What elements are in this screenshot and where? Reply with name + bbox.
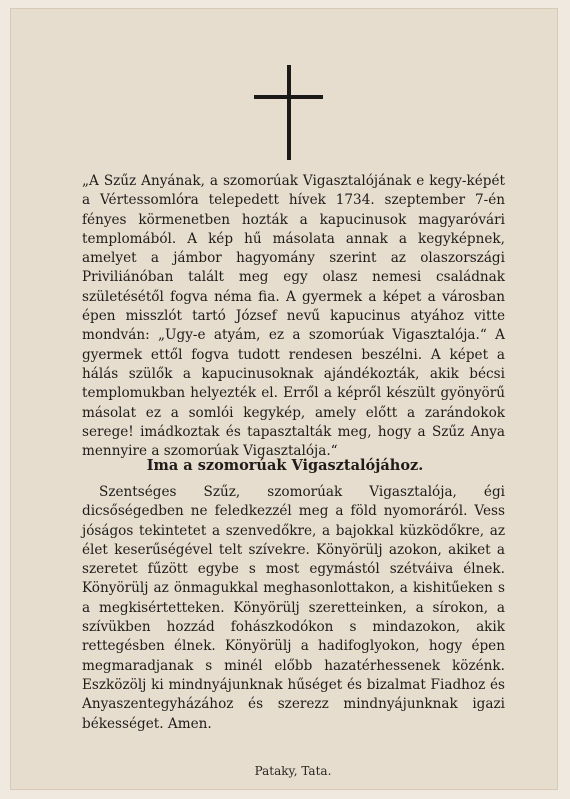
prayer-heading: Ima a szomorúak Vigasztalójához. — [146, 457, 424, 474]
printer-footer: Pataky, Tata. — [254, 764, 332, 778]
prayer-paragraph: Szentséges Szűz, szomorúak Vigasztalója, égi dicsőségedben ne feledkezzél meg a föld nyomoráról. Vess jóságos tekintetet a szenvedőkre, a bajokkal küzködőkre, az élet keserűségével telt szívekre. Könyörülj azokon, akiket a szeretet fűzött egybe s most egymástól szétváiva élnek. Könyörülj az önmagukkal meghasonlottakon, a kishitűeken s a megkisértetteken. Könyörülj szeretteinken, a sírokon, a szívükben hozzád fohászkodókon s mindazokon, akik rettegésben élnek. Könyörülj a hadifoglyokon, hogy épen megmaradjanak s minél előbb hazatérhessenek közénk. Eszközölj ki mindnyájunknak hűséget és bizalmat Fiadhoz és Anyaszentegyházához és szerezz mindnyájunknak igazi békességet. Amen. — [82, 484, 505, 732]
cross-icon — [287, 65, 291, 160]
cross-icon-bar — [254, 95, 323, 99]
legend-paragraph: „A Szűz Anyának, a szomorúak Vigasztalójának e kegy-képét a Vértessomlóra telepedett hívek 1734. szeptember 7-én fényes körmenetben hozták a kapucinusok magyaróvári templomából. A kép hű másolata annak a kegyképnek, amelyet a jámbor hagyomány szerint az olaszországi Priviliánóban talált meg egy olasz nemesi családnak születésétől fogva néma fia. A gyermek a képet a városban épen misszlót tartó József nevű kapucinus atyához vitte mondván: „Ugy-e atyám, ez a szomorúak Vigasztalója.“ A gyermek ettől fogva tudott rendesen beszélni. A képet a hálás szülők a kapucinusoknak ajándékozták, akik bécsi templomukban helyezték el. Erről a képről készült gyönyörű másolat ez a somlói kegykép, amely előtt a zarándokok serege! imádkoztak és tapasztalták meg, hogy a Szűz Anya mennyire a szomorúak Vigasztalója.“ — [82, 173, 505, 460]
